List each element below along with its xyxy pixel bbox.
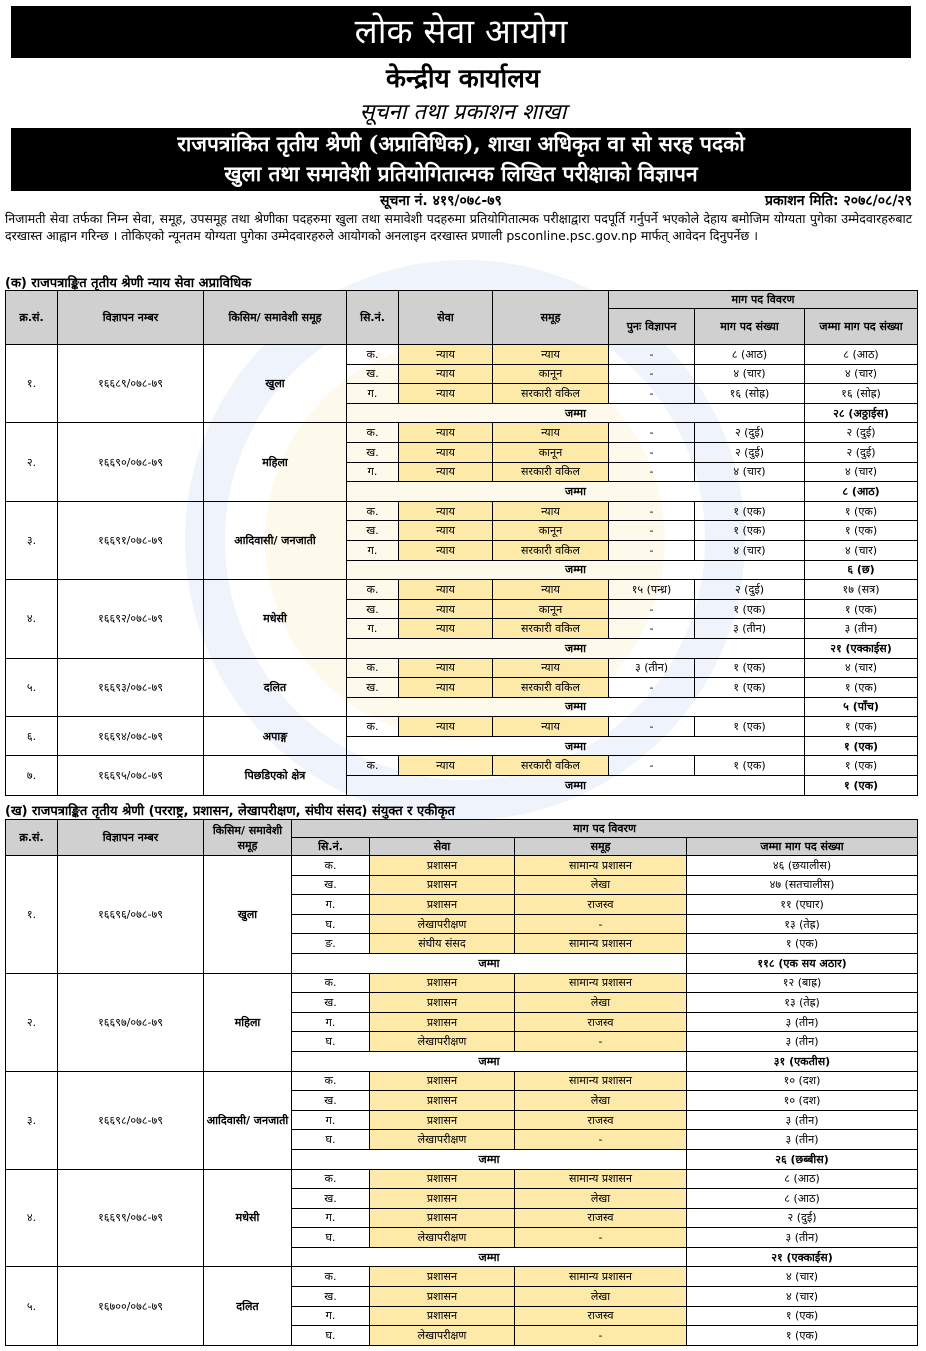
row-total: ४ (चार)	[687, 1287, 918, 1307]
sub-number: ग.	[347, 619, 399, 639]
service-name: न्याय	[399, 599, 493, 619]
group-name: लेखा	[515, 875, 687, 895]
section-a-title: (क) राजपत्राङ्कित तृतीय श्रेणी न्याय सेवा अप्राविधिक	[5, 276, 252, 291]
table-row	[6, 345, 918, 365]
row-total: १० (दश)	[687, 1071, 918, 1091]
row-total: १० (दश)	[687, 1091, 918, 1111]
service-name: प्रशासन	[370, 1306, 515, 1326]
sub-number: ख.	[347, 364, 399, 384]
advertisement-number: १६६९१/०७८-७९	[58, 501, 204, 579]
readvertise-count: -	[609, 384, 695, 404]
service-name: प्रशासन	[370, 1091, 515, 1111]
service-name: प्रशासन	[370, 973, 515, 993]
advertisement-number: १६६९३/०७८-७९	[58, 658, 204, 717]
inclusive-group: मधेसी	[204, 1169, 292, 1267]
service-name: प्रशासन	[370, 1012, 515, 1032]
demand-count: १ (एक)	[695, 501, 805, 521]
row-total: ३ (तीन)	[805, 619, 918, 639]
col-type: किसिम/ समावेशी समूह	[204, 291, 347, 345]
sub-number: ग.	[347, 540, 399, 560]
inclusive-group: दलित	[204, 658, 347, 717]
inclusive-group: महिला	[204, 973, 292, 1071]
serial-number: ७.	[6, 756, 58, 795]
total-label: जम्मा	[347, 482, 805, 502]
row-total: ३ (तीन)	[687, 1228, 918, 1248]
demand-count: ८ (आठ)	[695, 345, 805, 365]
inclusive-group: अपाङ्ग	[204, 717, 347, 756]
service-name: न्याय	[399, 521, 493, 541]
serial-number: ३.	[6, 501, 58, 579]
total-label: जम्मा	[347, 736, 805, 756]
group-name: सामान्य प्रशासन	[515, 973, 687, 993]
row-total: ४ (चार)	[805, 540, 918, 560]
sub-number: क.	[347, 658, 399, 678]
service-name: प्रशासन	[370, 1208, 515, 1228]
service-name: प्रशासन	[370, 1110, 515, 1130]
row-total: १३ (तेह्र)	[687, 914, 918, 934]
group-name: लेखा	[515, 993, 687, 1013]
sub-number: ग.	[347, 384, 399, 404]
row-total: ४७ (सतचालीस)	[687, 875, 918, 895]
inclusive-group: पिछडिएको क्षेत्र	[204, 756, 347, 795]
service-name: लेखापरीक्षण	[370, 1228, 515, 1248]
readvertise-count: -	[609, 345, 695, 365]
col-readv: पुनः विज्ञापन	[609, 309, 695, 345]
sub-number: ख.	[347, 599, 399, 619]
row-total: ४ (चार)	[805, 462, 918, 482]
group-name: -	[515, 1326, 687, 1346]
row-total: ११ (एघार)	[687, 895, 918, 915]
sub-number: ख.	[347, 442, 399, 462]
sub-number: घ.	[292, 1032, 370, 1052]
table-row	[6, 1169, 918, 1189]
group-name: सरकारी वकिल	[493, 462, 609, 482]
service-name: प्रशासन	[370, 1287, 515, 1307]
serial-number: ३.	[6, 1071, 58, 1169]
advertisement-number: १६६९४/०७८-७९	[58, 717, 204, 756]
inclusive-group: आदिवासी/ जनजाती	[204, 501, 347, 579]
serial-number: ४.	[6, 580, 58, 658]
total-label: जम्मा	[292, 1149, 687, 1169]
readvertise-count: -	[609, 599, 695, 619]
demand-count: १ (एक)	[695, 756, 805, 776]
demand-count: ४ (चार)	[695, 540, 805, 560]
sub-number: ग.	[292, 1208, 370, 1228]
advertisement-number: १६६९६/०७८-७९	[58, 856, 204, 974]
sub-number: घ.	[292, 1228, 370, 1248]
advertisement-number: १६६९७/०७८-७९	[58, 973, 204, 1071]
table-row	[6, 717, 918, 737]
service-name: न्याय	[399, 345, 493, 365]
total-label: जम्मा	[347, 638, 805, 658]
group-name: कानून	[493, 599, 609, 619]
row-total: १ (एक)	[805, 521, 918, 541]
sub-number: ख.	[292, 875, 370, 895]
col-sub-no: सि.नं.	[292, 838, 370, 856]
col-group: समूह	[515, 838, 687, 856]
col-service: सेवा	[399, 291, 493, 345]
serial-number: १.	[6, 856, 58, 974]
advertisement-number: १६६९०/०७८-७९	[58, 423, 204, 501]
table-row	[6, 658, 918, 678]
service-name: प्रशासन	[370, 1189, 515, 1209]
sub-number: ख.	[347, 678, 399, 698]
notice-title-line2: खुला तथा समावेशी प्रतियोगितात्मक लिखित परीक्षाको विज्ञापन	[224, 161, 698, 186]
sub-number: ख.	[292, 993, 370, 1013]
demand-count: १ (एक)	[695, 599, 805, 619]
service-name: प्रशासन	[370, 1071, 515, 1091]
row-total: ८ (आठ)	[687, 1169, 918, 1189]
row-total: ३ (तीन)	[687, 1110, 918, 1130]
readvertise-count: ३ (तीन)	[609, 658, 695, 678]
service-name: संघीय संसद	[370, 934, 515, 954]
service-name: लेखापरीक्षण	[370, 1326, 515, 1346]
serial-number: १.	[6, 345, 58, 423]
inclusive-group: खुला	[204, 345, 347, 423]
sub-number: ख.	[292, 1091, 370, 1111]
block-total: १ (एक)	[805, 776, 918, 796]
section-a-table	[5, 290, 918, 796]
group-name: न्याय	[493, 345, 609, 365]
readvertise-count: -	[609, 462, 695, 482]
service-name: न्याय	[399, 442, 493, 462]
readvertise-count: -	[609, 501, 695, 521]
row-total: २ (दुई)	[805, 442, 918, 462]
service-name: लेखापरीक्षण	[370, 1130, 515, 1150]
service-name: न्याय	[399, 540, 493, 560]
group-name: न्याय	[493, 658, 609, 678]
demand-count: १ (एक)	[695, 717, 805, 737]
section-b-title: (ख) राजपत्राङ्कित तृतीय श्रेणी (परराष्ट्र, प्रशासन, लेखापरीक्षण, संघीय संसद) संयुक्त र एकीकृत	[5, 804, 455, 819]
sub-number: ग.	[292, 1110, 370, 1130]
sub-number: क.	[292, 856, 370, 876]
total-label: जम्मा	[292, 1247, 687, 1267]
total-label: जम्मा	[292, 953, 687, 973]
table-row	[6, 973, 918, 993]
block-total: ५ (पाँच)	[805, 697, 918, 717]
group-name: -	[515, 1228, 687, 1248]
row-total: ३ (तीन)	[687, 1032, 918, 1052]
row-total: २ (दुई)	[805, 423, 918, 443]
row-total: ३ (तीन)	[687, 1012, 918, 1032]
service-name: प्रशासन	[370, 875, 515, 895]
sub-number: क.	[347, 580, 399, 600]
row-total: २ (दुई)	[687, 1208, 918, 1228]
col-demand: माग पद विवरण	[609, 291, 918, 309]
sub-number: क.	[347, 717, 399, 737]
col-adv-no: विज्ञापन नम्बर	[58, 820, 204, 856]
org-title: लोक सेवा आयोग	[11, 6, 911, 58]
service-name: लेखापरीक्षण	[370, 1032, 515, 1052]
serial-number: ६.	[6, 717, 58, 756]
group-name: राजस्व	[515, 1012, 687, 1032]
row-total: १ (एक)	[805, 678, 918, 698]
group-name: राजस्व	[515, 1110, 687, 1130]
group-name: न्याय	[493, 423, 609, 443]
group-name: सामान्य प्रशासन	[515, 1267, 687, 1287]
serial-number: २.	[6, 423, 58, 501]
notice-number: सूचना नं. ४१९/०७८-७९	[380, 193, 502, 209]
demand-count: २ (दुई)	[695, 580, 805, 600]
group-name: सरकारी वकिल	[493, 540, 609, 560]
demand-count: १ (एक)	[695, 658, 805, 678]
service-name: प्रशासन	[370, 993, 515, 1013]
notice-title-banner	[11, 128, 911, 191]
service-name: न्याय	[399, 717, 493, 737]
row-total: १२ (बाह्र)	[687, 973, 918, 993]
branch-title: सूचना तथा प्रकाशन शाखा	[359, 100, 567, 125]
row-total: ४ (चार)	[805, 658, 918, 678]
group-name: लेखा	[515, 1287, 687, 1307]
demand-count: १ (एक)	[695, 678, 805, 698]
readvertise-count: -	[609, 717, 695, 737]
table-row	[6, 580, 918, 600]
sub-number: ग.	[347, 462, 399, 482]
publish-date: प्रकाशन मिति: २०७८/०८/२९	[764, 193, 912, 209]
group-name: लेखा	[515, 1091, 687, 1111]
service-name: प्रशासन	[370, 856, 515, 876]
table-row	[6, 423, 918, 443]
group-name: -	[515, 1130, 687, 1150]
group-name: न्याय	[493, 717, 609, 737]
sub-number: क.	[347, 345, 399, 365]
service-name: न्याय	[399, 678, 493, 698]
service-name: न्याय	[399, 423, 493, 443]
total-label: जम्मा	[347, 776, 805, 796]
advertisement-number: १६७००/०७८-७९	[58, 1267, 204, 1345]
row-total: ८ (आठ)	[805, 345, 918, 365]
sub-number: ग.	[292, 1306, 370, 1326]
table-row	[6, 501, 918, 521]
sub-number: क.	[292, 1267, 370, 1287]
row-total: १७ (सत्र)	[805, 580, 918, 600]
inclusive-group: महिला	[204, 423, 347, 501]
row-total: १३ (तेह्र)	[687, 993, 918, 1013]
group-name: सामान्य प्रशासन	[515, 1071, 687, 1091]
col-service: सेवा	[370, 838, 515, 856]
demand-count: ४ (चार)	[695, 364, 805, 384]
demand-count: ३ (तीन)	[695, 619, 805, 639]
col-group: समूह	[493, 291, 609, 345]
sub-number: ग.	[292, 1012, 370, 1032]
sub-number: क.	[292, 973, 370, 993]
service-name: न्याय	[399, 619, 493, 639]
group-name: सामान्य प्रशासन	[515, 1169, 687, 1189]
service-name: न्याय	[399, 501, 493, 521]
group-name: राजस्व	[515, 1208, 687, 1228]
group-name: कानून	[493, 364, 609, 384]
group-name: सरकारी वकिल	[493, 678, 609, 698]
col-count: माग पद संख्या	[695, 309, 805, 345]
total-label: जम्मा	[347, 560, 805, 580]
service-name: प्रशासन	[370, 1169, 515, 1189]
advertisement-number: १६६८९/०७८-७९	[58, 345, 204, 423]
notice-meta	[0, 191, 912, 211]
row-total: १ (एक)	[687, 934, 918, 954]
block-total: ८ (आठ)	[805, 482, 918, 502]
readvertise-count: -	[609, 540, 695, 560]
readvertise-count: -	[609, 756, 695, 776]
row-total: १ (एक)	[687, 1326, 918, 1346]
row-total: ३ (तीन)	[687, 1130, 918, 1150]
group-name: न्याय	[493, 501, 609, 521]
inclusive-group: मधेसी	[204, 580, 347, 658]
service-name: न्याय	[399, 364, 493, 384]
group-name: -	[515, 1032, 687, 1052]
row-total: १ (एक)	[805, 717, 918, 737]
service-name: न्याय	[399, 658, 493, 678]
table-row	[6, 756, 918, 776]
table-row	[6, 1267, 918, 1287]
group-name: राजस्व	[515, 1306, 687, 1326]
group-name: न्याय	[493, 580, 609, 600]
service-name: प्रशासन	[370, 1267, 515, 1287]
inclusive-group: खुला	[204, 856, 292, 974]
advertisement-number: १६६९२/०७८-७९	[58, 580, 204, 658]
group-name: सामान्य प्रशासन	[515, 856, 687, 876]
group-name: लेखा	[515, 1189, 687, 1209]
block-total: २६ (छब्बीस)	[687, 1149, 918, 1169]
sub-number: क.	[292, 1071, 370, 1091]
col-total: जम्मा माग पद संख्या	[805, 309, 918, 345]
sub-number: ख.	[292, 1287, 370, 1307]
block-total: २१ (एक्काईस)	[805, 638, 918, 658]
intro-paragraph: निजामती सेवा तर्फका निम्न सेवा, समूह, उपसमूह तथा श्रेणीका पदहरुमा खुला तथा समावेशी पदहरुमा प्रतियोगितात्मक परीक्षाद्वारा पदपूर्ति गर्नुपर्ने भएकोले देहाय बमोजिम योग्यता पुगेका उम्मेदवारहरुबाट दरखास्त आह्वान गरिन्छ । तोकिएको न्यूनतम योग्यता पुगेका उम्मेदवारहरुले आयोगको अनलाइन दरखास्त प्रणाली psconline.psc.gov.np मार्फत् आवेदन दिनुपर्नेछ ।	[5, 211, 912, 243]
block-total: ६ (छ)	[805, 560, 918, 580]
row-total: १६ (सोह्र)	[805, 384, 918, 404]
demand-count: २ (दुई)	[695, 423, 805, 443]
col-sn: क्र.सं.	[6, 820, 58, 856]
advertisement-number: १६६९८/०७८-७९	[58, 1071, 204, 1169]
sub-number: क.	[292, 1169, 370, 1189]
advertisement-number: १६६९९/०७८-७९	[58, 1169, 204, 1267]
section-b-table	[5, 819, 918, 1346]
service-name: न्याय	[399, 756, 493, 776]
sub-number: ङ.	[292, 934, 370, 954]
sub-number: ख.	[292, 1189, 370, 1209]
readvertise-count: -	[609, 678, 695, 698]
service-name: लेखापरीक्षण	[370, 914, 515, 934]
readvertise-count: -	[609, 619, 695, 639]
readvertise-count: १५ (पन्ध्र)	[609, 580, 695, 600]
col-total: जम्मा माग पद संख्या	[687, 838, 918, 856]
sub-number: ग.	[292, 895, 370, 915]
service-name: न्याय	[399, 462, 493, 482]
group-name: -	[515, 914, 687, 934]
sub-number: क.	[347, 501, 399, 521]
serial-number: ५.	[6, 1267, 58, 1345]
group-name: सरकारी वकिल	[493, 384, 609, 404]
row-total: १ (एक)	[805, 599, 918, 619]
col-adv-no: विज्ञापन नम्बर	[58, 291, 204, 345]
sub-number: क.	[347, 756, 399, 776]
block-total: ३१ (एकतीस)	[687, 1051, 918, 1071]
block-total: २१ (एक्काईस)	[687, 1247, 918, 1267]
service-name: न्याय	[399, 384, 493, 404]
sub-number: क.	[347, 423, 399, 443]
sub-number: घ.	[292, 1130, 370, 1150]
demand-count: ४ (चार)	[695, 462, 805, 482]
row-total: १ (एक)	[805, 756, 918, 776]
group-name: सरकारी वकिल	[493, 619, 609, 639]
row-total: ८ (आठ)	[687, 1189, 918, 1209]
col-sub-no: सि.नं.	[347, 291, 399, 345]
readvertise-count: -	[609, 364, 695, 384]
row-total: १ (एक)	[687, 1306, 918, 1326]
demand-count: २ (दुई)	[695, 442, 805, 462]
inclusive-group: आदिवासी/ जनजाती	[204, 1071, 292, 1169]
service-name: न्याय	[399, 580, 493, 600]
total-label: जम्मा	[347, 403, 805, 423]
col-type: किसिम/ समावेशी समूह	[204, 820, 292, 856]
table-row	[6, 856, 918, 876]
total-label: जम्मा	[292, 1051, 687, 1071]
block-total: २८ (अठ्ठाईस)	[805, 403, 918, 423]
office-title: केन्द्रीय कार्यालय	[386, 64, 540, 94]
table-row	[6, 1071, 918, 1091]
total-label: जम्मा	[347, 697, 805, 717]
row-total: ४ (चार)	[687, 1267, 918, 1287]
serial-number: २.	[6, 973, 58, 1071]
advertisement-number: १६६९५/०७८-७९	[58, 756, 204, 795]
row-total: ४६ (छयालीस)	[687, 856, 918, 876]
readvertise-count: -	[609, 521, 695, 541]
notice-title-line1: राजपत्रांकित तृतीय श्रेणी (अप्राविधिक), शाखा अधिकृत वा सो सरह पदको	[177, 131, 745, 156]
group-name: कानून	[493, 442, 609, 462]
block-total: ११८ (एक सय अठार)	[687, 953, 918, 973]
block-total: १ (एक)	[805, 736, 918, 756]
serial-number: ५.	[6, 658, 58, 717]
row-total: १ (एक)	[805, 501, 918, 521]
demand-count: १ (एक)	[695, 521, 805, 541]
demand-count: १६ (सोह्र)	[695, 384, 805, 404]
group-name: राजस्व	[515, 895, 687, 915]
col-demand: माग पद विवरण	[292, 820, 918, 838]
group-name: कानून	[493, 521, 609, 541]
sub-number: घ.	[292, 914, 370, 934]
readvertise-count: -	[609, 442, 695, 462]
serial-number: ४.	[6, 1169, 58, 1267]
inclusive-group: दलित	[204, 1267, 292, 1345]
sub-number: ख.	[347, 521, 399, 541]
col-sn: क्र.सं.	[6, 291, 58, 345]
group-name: सरकारी वकिल	[493, 756, 609, 776]
service-name: प्रशासन	[370, 895, 515, 915]
row-total: ४ (चार)	[805, 364, 918, 384]
readvertise-count: -	[609, 423, 695, 443]
group-name: सामान्य प्रशासन	[515, 934, 687, 954]
sub-number: घ.	[292, 1326, 370, 1346]
